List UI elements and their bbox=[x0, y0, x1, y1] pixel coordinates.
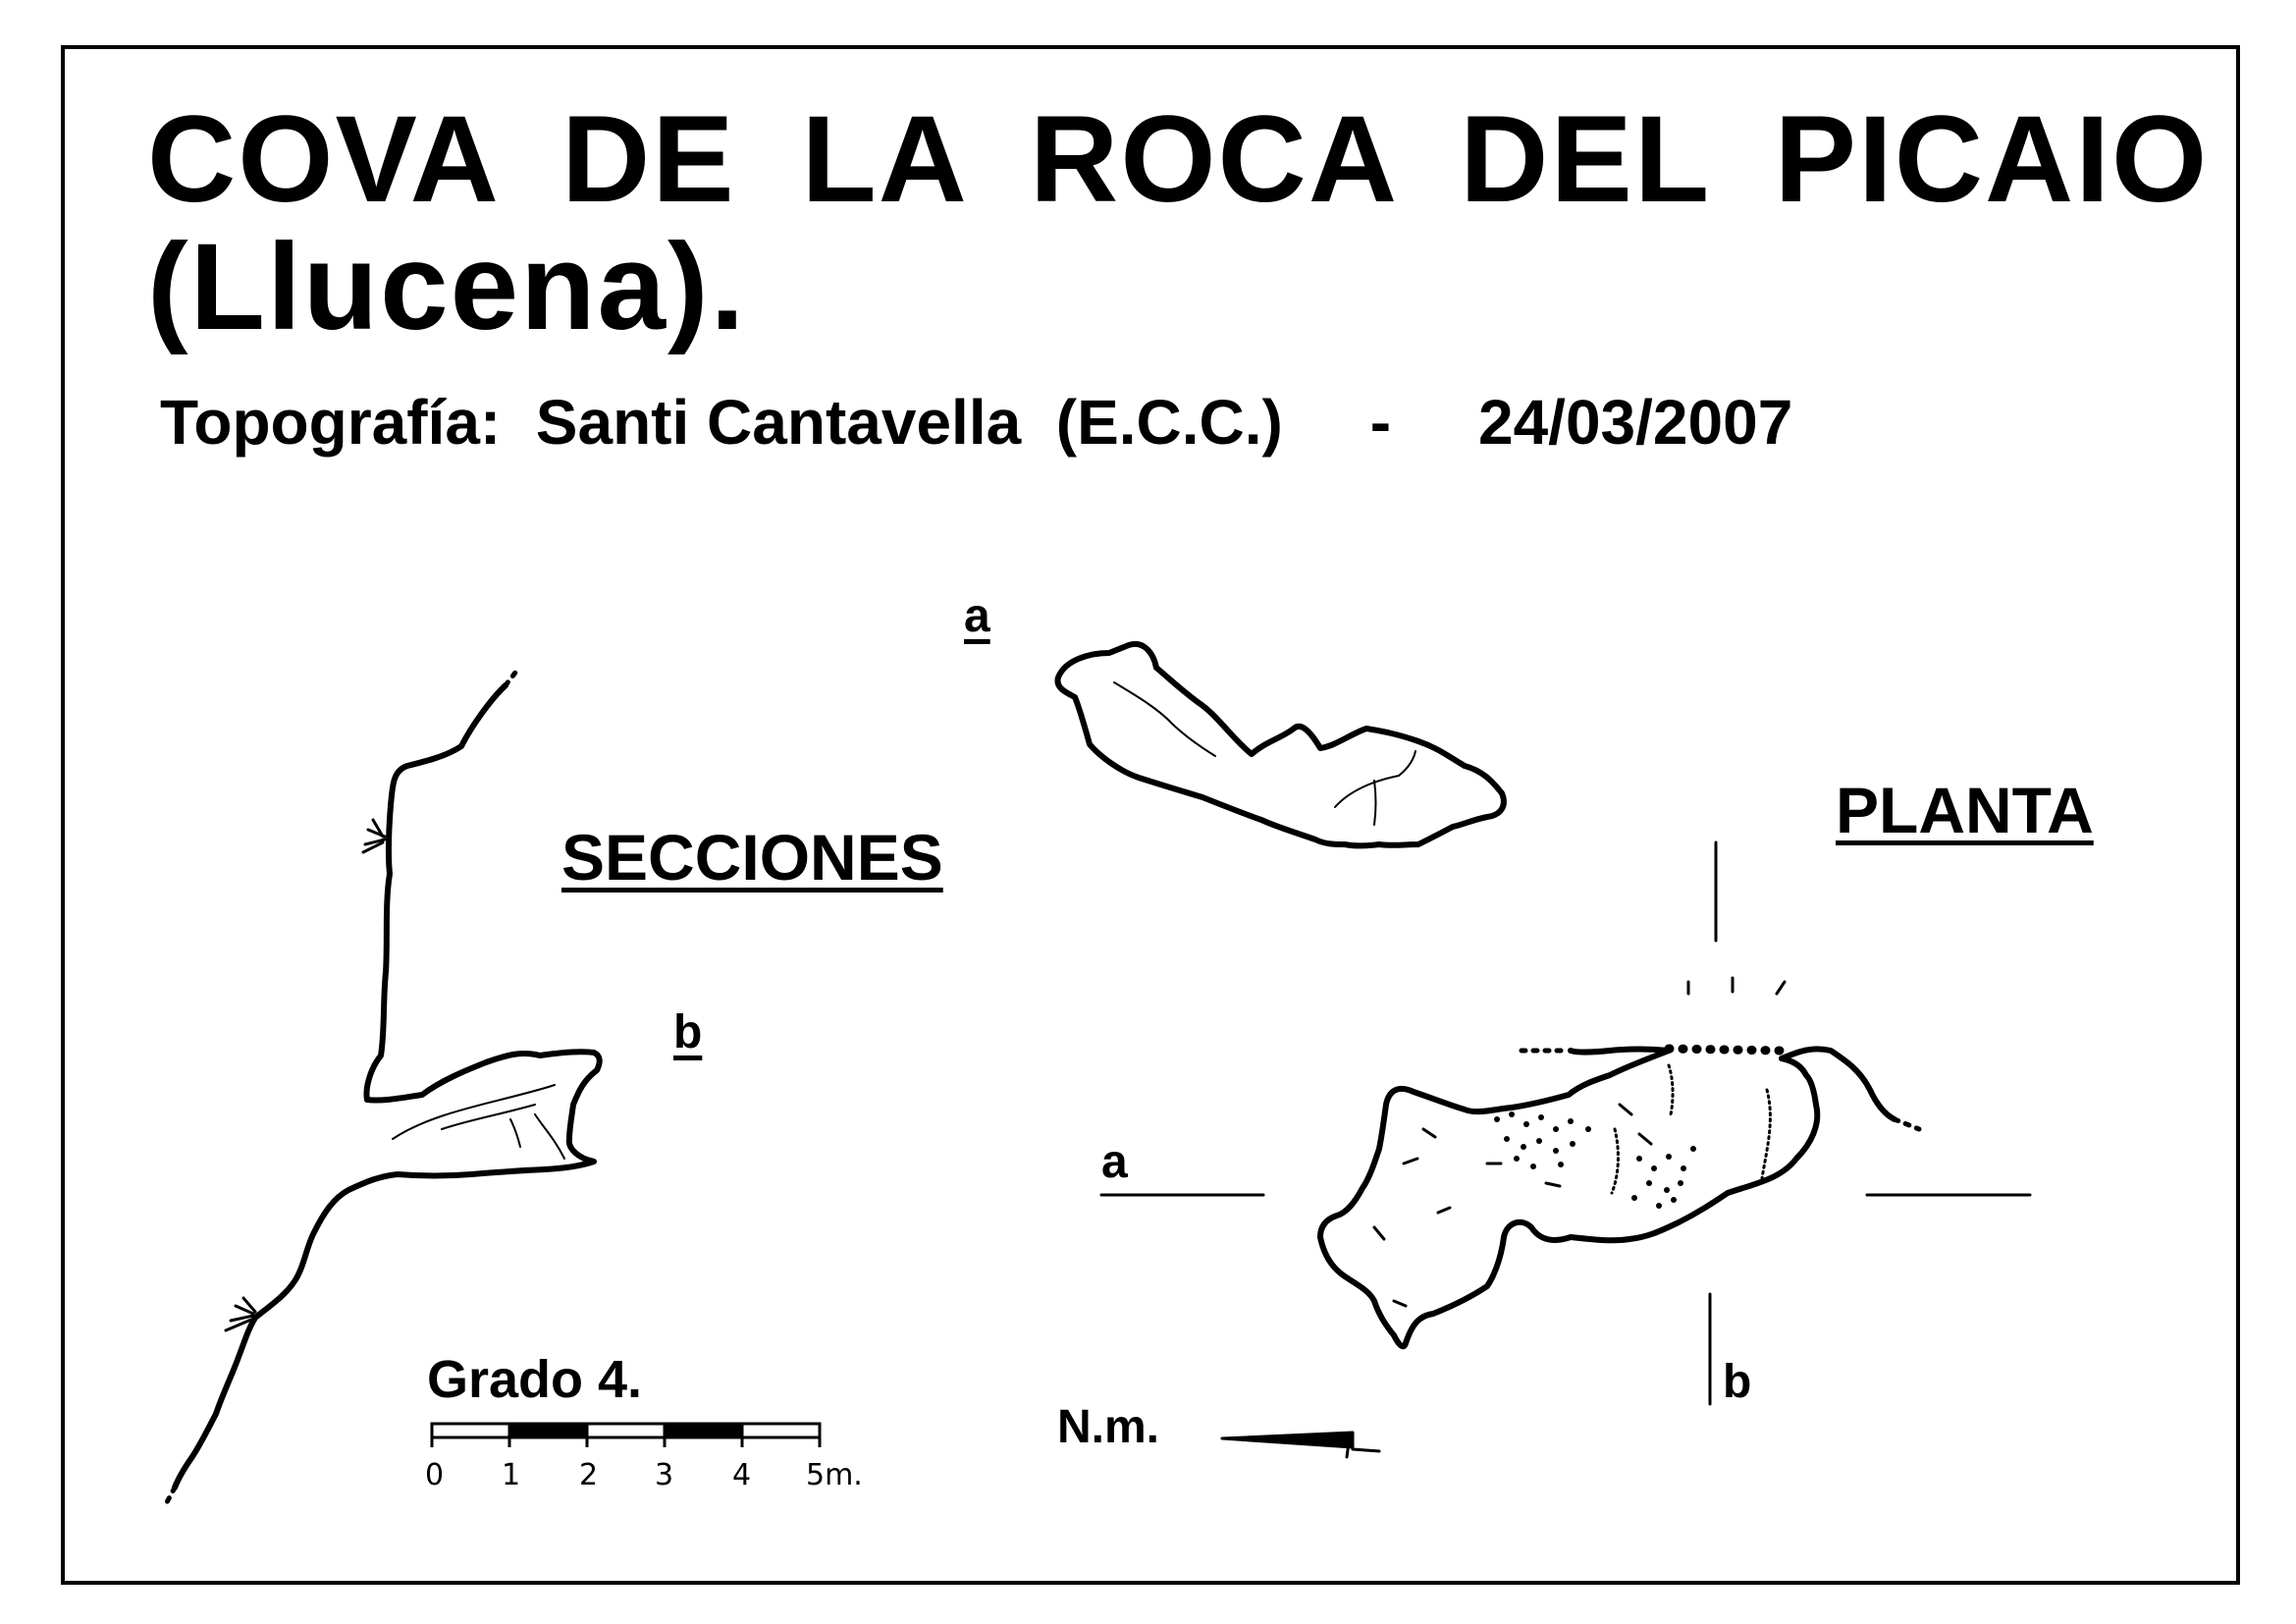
survey-credits: Topografía: Santi Cantavella (E.C.C.) - 24/03/2007 bbox=[160, 387, 1793, 458]
north-label: N.m. bbox=[1057, 1401, 1160, 1453]
north-arrow bbox=[1222, 1433, 1353, 1447]
section-b-profile bbox=[175, 685, 600, 1492]
scale-tick-label: 3 bbox=[655, 1458, 674, 1492]
scale-tick-label: 2 bbox=[579, 1458, 599, 1492]
section-a-label: a bbox=[964, 590, 990, 642]
plan-floor-stipple bbox=[1494, 1111, 1696, 1209]
sections-heading: SECCIONES bbox=[561, 821, 943, 893]
scale-tick-label: 0 bbox=[425, 1458, 445, 1492]
cave-location: (Llucena). bbox=[147, 219, 747, 355]
plan-cut-a-label: a bbox=[1101, 1136, 1128, 1188]
scale-tick-label: 1 bbox=[502, 1458, 521, 1492]
cave-title: COVA DE LA ROCA DEL PICAIO bbox=[147, 91, 2210, 228]
plan-cut-b-label: b bbox=[1723, 1356, 1752, 1408]
plan-heading: PLANTA bbox=[1836, 774, 2094, 846]
section-a-outline bbox=[1057, 644, 1503, 846]
scale-tick-label: 4 bbox=[732, 1458, 752, 1492]
section-b-label: b bbox=[673, 1006, 703, 1058]
survey-grade: Grado 4. bbox=[427, 1350, 643, 1409]
scale-tick-label: 5m. bbox=[806, 1458, 863, 1492]
scale-bar bbox=[432, 1424, 820, 1447]
